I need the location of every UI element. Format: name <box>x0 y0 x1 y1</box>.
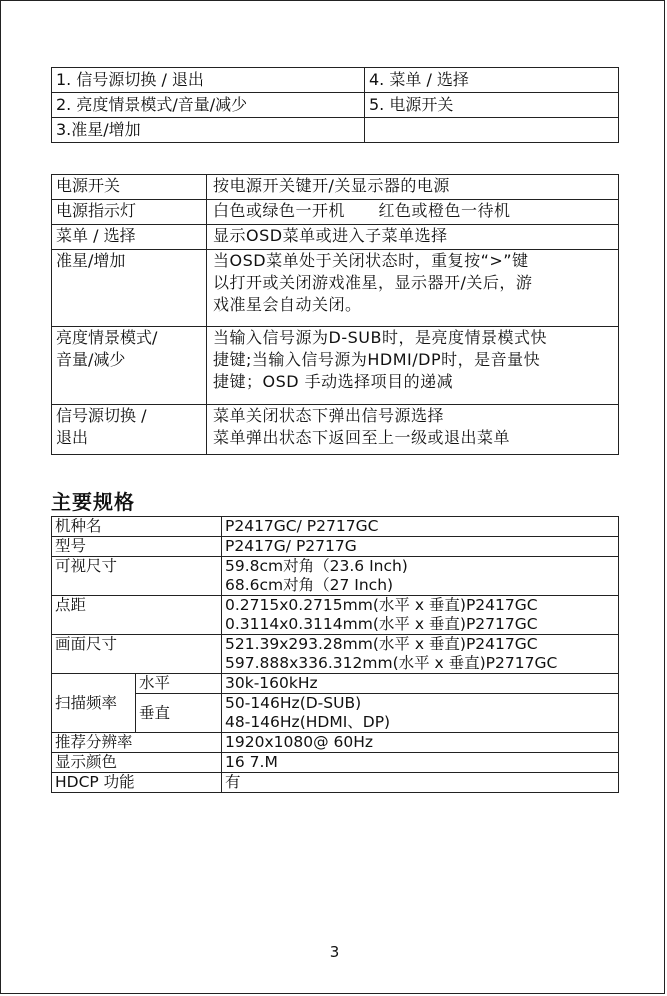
spec-value: 0.2715x0.2715mm(水平 x 垂直)P2417GC 0.3114x0.3114mm(水平 x 垂直)P2717GC <box>222 596 619 635</box>
function-description: 按电源开关键开/关显示器的电源 <box>207 175 619 200</box>
button-2-label: 2. 亮度情景模式/音量/减少 <box>52 93 365 118</box>
button-3-label: 3.准星/增加 <box>52 118 365 143</box>
button-4-label: 4. 菜单 / 选择 <box>365 68 619 93</box>
table-row <box>52 68 619 93</box>
spec-value: 50-146Hz(D-SUB) 48-146Hz(HDMI、DP) <box>222 694 619 733</box>
spec-key: HDCP 功能 <box>52 773 222 793</box>
spec-subkey: 水平 <box>136 674 222 694</box>
function-key: 电源指示灯 <box>52 200 207 225</box>
spec-key: 画面尺寸 <box>52 635 222 674</box>
table-row <box>52 635 619 674</box>
spec-value: 16 7.M <box>222 753 619 773</box>
table-row <box>52 753 619 773</box>
table-row <box>52 596 619 635</box>
spec-table <box>51 516 619 793</box>
button-legend-table <box>51 67 619 143</box>
table-row <box>52 694 619 733</box>
table-row <box>52 175 619 200</box>
spec-key: 型号 <box>52 537 222 557</box>
function-description: 当输入信号源为D-SUB时，是亮度情景模式快 捷键;当输入信号源为HDMI/DP时，是音量快 捷键；OSD 手动选择项目的递减 <box>207 327 619 405</box>
table-row <box>52 674 619 694</box>
spec-value: P2417GC/ P2717GC <box>222 517 619 537</box>
spec-value: 521.39x293.28mm(水平 x 垂直)P2417GC 597.888x336.312mm(水平 x 垂直)P2717GC <box>222 635 619 674</box>
table-row <box>52 405 619 455</box>
table-row <box>52 225 619 250</box>
function-description: 当OSD菜单处于关闭状态时，重复按“>”键 以打开或关闭游戏准星，显示器开/关后，游 戏准星会自动关闭。 <box>207 250 619 327</box>
page-number: 3 <box>329 943 340 961</box>
spec-key: 可视尺寸 <box>52 557 222 596</box>
button-1-label: 1. 信号源切换 / 退出 <box>52 68 365 93</box>
function-description: 菜单关闭状态下弹出信号源选择 菜单弹出状态下返回至上一级或退出菜单 <box>207 405 619 455</box>
spec-key: 显示颜色 <box>52 753 222 773</box>
function-description: 白色或绿色一开机 红色或橙色一待机 <box>207 200 619 225</box>
table-row <box>52 118 619 143</box>
spec-value: 30k-160kHz <box>222 674 619 694</box>
spec-key: 扫描频率 <box>52 674 136 733</box>
table-row <box>52 200 619 225</box>
table-row <box>52 537 619 557</box>
table-row <box>52 733 619 753</box>
function-key: 信号源切换 / 退出 <box>52 405 207 455</box>
spec-value: 有 <box>222 773 619 793</box>
spec-value: P2417G/ P2717G <box>222 537 619 557</box>
table-row <box>52 773 619 793</box>
function-key: 菜单 / 选择 <box>52 225 207 250</box>
function-description: 显示OSD菜单或进入子菜单选择 <box>207 225 619 250</box>
table-row <box>52 327 619 405</box>
spec-key: 推荐分辨率 <box>52 733 222 753</box>
empty-cell <box>365 118 619 143</box>
function-key: 电源开关 <box>52 175 207 200</box>
spec-section-title: 主要规格 <box>51 490 135 514</box>
spec-subkey: 垂直 <box>136 694 222 733</box>
function-key: 准星/增加 <box>52 250 207 327</box>
spec-value: 59.8cm对角（23.6 Inch) 68.6cm对角（27 Inch) <box>222 557 619 596</box>
table-row <box>52 250 619 327</box>
function-table <box>51 174 619 455</box>
spec-value: 1920x1080@ 60Hz <box>222 733 619 753</box>
table-row <box>52 557 619 596</box>
table-row <box>52 93 619 118</box>
spec-key: 机种名 <box>52 517 222 537</box>
spec-key: 点距 <box>52 596 222 635</box>
function-key: 亮度情景模式/ 音量/减少 <box>52 327 207 405</box>
button-5-label: 5. 电源开关 <box>365 93 619 118</box>
table-row <box>52 517 619 537</box>
